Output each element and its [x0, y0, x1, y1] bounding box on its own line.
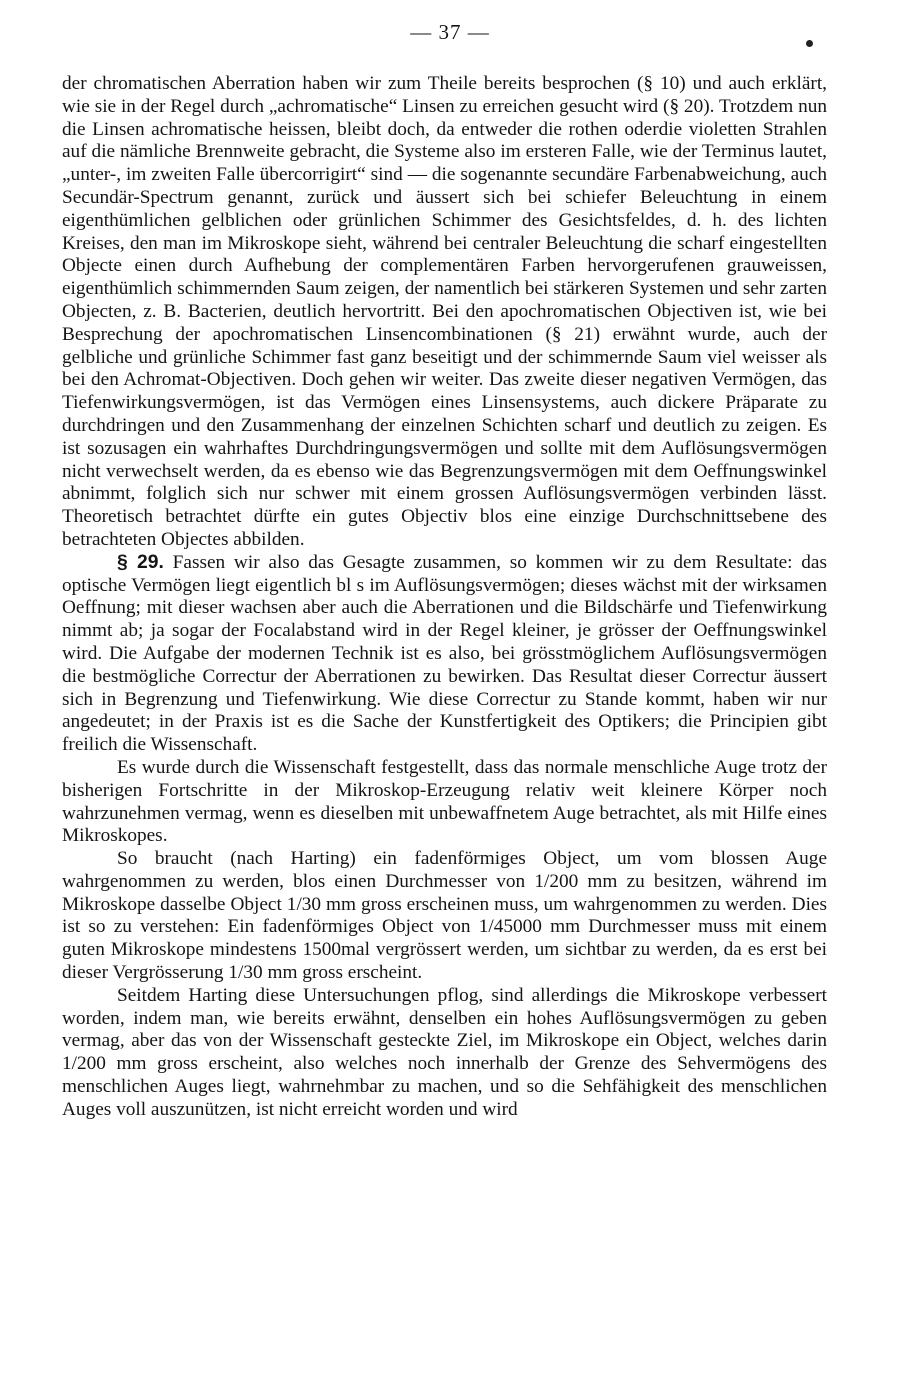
paragraph-4: So braucht (nach Harting) ein fadenförmiges Object, um vom blossen Auge wahrgenommen zu werden, blos einen Durchmesser von 1/200 mm zu besitzen, während im Mikroskope dasselbe Object 1/30 mm gross erscheinen muss, um wahrgenommen zu werden. Dies ist so zu verstehen: Ein fadenförmiges Object von 1/45000 mm Durchmesser muss mit einem guten Mikroskope mindestens 1500mal vergrössert werden, um sichtbar zu werden, da es erst bei dieser Vergrösserung 1/30 mm gross erscheint. [62, 848, 827, 984]
paragraph-2-text: Fassen wir also das Gesagte zusammen, so kommen wir zu dem Resultate: das optische Vermögen liegt eigentlich bl s im Auflösungsvermögen; dieses wächst mit der wirksamen Oeffnung; mit dieser wachsen aber auch die Aberrationen und die Bildschärfe und Tiefenwirkung nimmt ab; ja sogar der Focalabstand wird in der Regel kleiner, je grösser der Oeffnungswinkel wird. Die Aufgabe der modernen Technik ist es also, bei grösstmöglichem Auflösungsvermögen die bestmögliche Correctur der Aberrationen zu bewirken. Das Resultat dieser Correctur äussert sich in Begrenzung und Tiefenwirkung. Wie diese Correctur zu Stande kommt, haben wir nur angedeutet; in der Praxis ist es die Sache der Kunstfertigkeit des Optikers; die Principien gibt freilich die Wissenschaft. [62, 551, 827, 756]
ink-speck [806, 40, 813, 47]
paragraph-3: Es wurde durch die Wissenschaft festgestellt, dass das normale menschliche Auge trotz der bisherigen Fortschritte in der Mikroskop-Erzeugung relativ weit kleinere Körper noch wahrzunehmen vermag, wenn es dieselben mit unbewaffnetem Auge betrachtet, als mit Hilfe eines Mikroskopes. [62, 756, 827, 847]
section-number: § 29. [117, 551, 164, 573]
body-text [62, 73, 827, 1122]
page-number: — 37 — [410, 20, 490, 44]
paragraph-2 [62, 552, 827, 757]
paragraph-5: Seitdem Harting diese Untersuchungen pflog, sind allerdings die Mikroskope verbessert worden, indem man, wie bereits erwähnt, denselben ein hohes Auflösungsvermögen zu geben vermag, aber das von der Wissenschaft gesteckte Ziel, im Mikroskope ein Object, welches darin 1/200 mm gross erscheint, also welches noch innerhalb der Grenze des Sehvermögens des menschlichen Auges liegt, wahrnehmbar zu machen, und so die Sehfähigkeit des menschlichen Auges voll auszunützen, ist nicht erreicht worden und wird [62, 984, 827, 1120]
paragraph-1: der chromatischen Aberration haben wir zum Theile bereits besprochen (§ 10) und auch erklärt, wie sie in der Regel durch „achromatische“ Linsen zu erreichen gesucht wird (§ 20). Trotzdem nun die Linsen achromatische heissen, bleibt doch, da entweder die rothen oderdie violetten Strahlen auf die nämliche Brennweite gebracht, die Systeme also im ersteren Falle, wie der Terminus lautet, „unter-, im zweiten Falle übercorrigirt“ sind — die sogenannte secundäre Farbenabweichung, auch Secundär-Spectrum genannt, zurück und äussert sich bei schiefer Beleuchtung in einem eigenthümlichen gelblichen oder grünlichen Schimmer des Gesichtsfeldes, d. h. des lichten Kreises, den man im Mikroskope sieht, während bei centraler Beleuchtung die scharf eingestellten Objecte einen durch Aufhebung der complementären Farben hervorgerufenen grauweissen, eigenthümlich schimmernden Saum zeigen, der namentlich bei stärkeren Systemen und sehr zarten Objecten, z. B. Bacterien, deutlich hervortritt. Bei den apochromatischen Objectiven ist, wie bei Besprechung der apochromatischen Linsencombinationen (§ 21) erwähnt wurde, auch der gelbliche und grünliche Schimmer fast ganz beseitigt und der schimmernde Saum viel weisser als bei den Achromat-Objectiven. Doch gehen wir weiter. Das zweite dieser negativen Vermögen, das Tiefenwirkungsvermögen, ist das Vermögen eines Linsensystems, auch dickere Präparate zu durchdringen und den Zusammenhang der einzelnen Schichten scharf und deutlich zu zeigen. Es ist sozusagen ein wahrhaftes Durchdringungsvermögen und sollte mit dem Auflösungsvermögen nicht verwechselt werden, da es ebenso wie das Begrenzungsvermögen mit dem Oeffnungswinkel abnimmt, folglich sich nur schwer mit einem grossen Auflösungsvermögen verbinden lässt. Theoretisch betrachtet dürfte ein gutes Objectiv blos eine einzige Durchschnittsebene des betrachteten Objectes abbilden. [62, 73, 827, 550]
